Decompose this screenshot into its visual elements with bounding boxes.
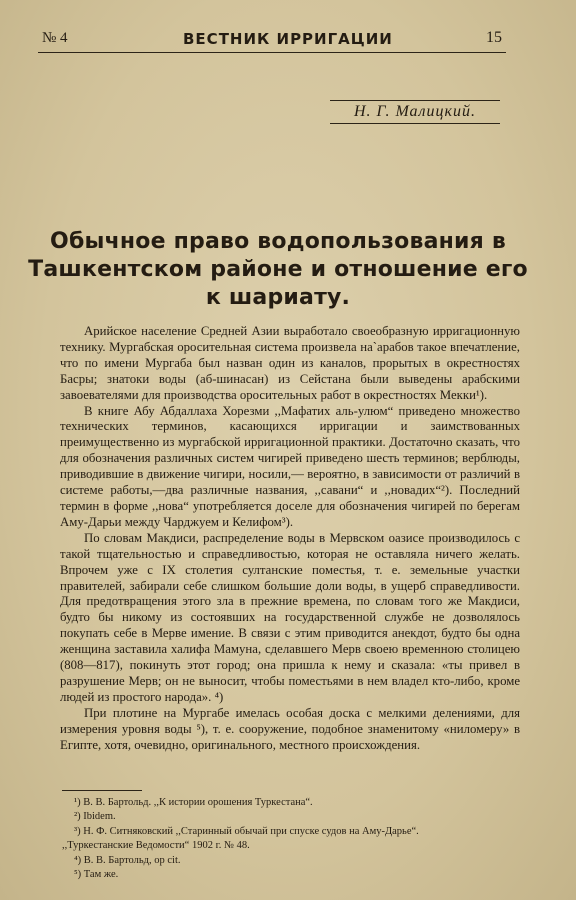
footnote: ¹) В. В. Бартольд. ,,К истории орошения Туркестана“. [74, 797, 313, 808]
paragraph: Арийское население Средней Азии выработало своеобразную ирригационную технику. Мургабская оросительная система произвела на`арабов такое впечатление, что по имени Мургаба был назван один из каналов, прорытых в окрестностях Басры; знатоки воды (аб-шинасан) из Сейстана были выведены арабскими завоевателями для производства оросительных работ в окрестностях Мекки¹). [60, 324, 520, 402]
footnote: ⁵) Там же. [74, 869, 119, 881]
footnote: ⁴) В. В. Бартольд, op cit. [74, 854, 181, 866]
journal-title: ВЕСТНИК ИРРИГАЦИИ [183, 30, 393, 48]
article-title: Обычное право водопользования в Ташкентском районе и отношение его к шариату. [28, 229, 528, 310]
footnote-continuation: ,,Туркестанские Ведомости“ 1902 г. № 48. [62, 840, 250, 852]
paragraph: При плотине на Мургабе имелась особая доска с мелкими делениями, для измерения уровня воды ⁵), т. е. сооружение, подобное знаменитому «ниломеру» в Египте, хотя, очевидно, оригинального, местного происхождения. [60, 705, 520, 752]
footnote-divider [62, 790, 142, 791]
article-body [60, 324, 520, 753]
footnote: ³) Н. Ф. Ситняковский ,,Старинный обычай при спуске судов на Аму-Дарье“. [74, 825, 419, 837]
paragraph: По словам Макдиси, распределение воды в Мервском оазисе производилось с такой тщательностью и справедливостью, которая не оставляла ничего желать. Впрочем уже с IX столетия султанские поместья, т. е. земельные участки правителей, забирали себе слишком большие доли воды, в ущерб справедливости. Для предотвращения этого зла в прежние времена, по словам того же Макдиси, будто бы никому из состоявших на государственной службе не дозволялось покупать себе в Мерве имение. В связи с этим приводится анекдот, будто бы одна женщина заставила халифа Мамуна, сделавшего Мерв своею временною столицею (808—817), покинуть этот город; она пришла к нему и сказала: «ты привел в разрушение Мерв; он не выносит, чтобы поместьями в нем владел кто-либо, кроме людей из простого народа». ⁴) [60, 530, 520, 704]
running-header [38, 26, 506, 53]
paragraph: В книге Абу Абдаллаха Хорезми ,,Мафатих аль-улюм“ приведено множество технических терминов, касающихся ирригации и заимствованных преимущественно из мургабской ирригационной практики. Достаточно сказать, что для обозначения различных систем чигирей приведено шесть терминов; верблюды, приводившие в движение чигири, носили,— вероятно, в зависимости от различий в системе работы,—два различные названия, ,,савани“ и ,,новадих“²). Последний термин в форме ,,нова“ употребляется доселе для обозначения чигирей по берегам Аму-Дарьи между Чарджуем и Келифом³). [60, 403, 520, 529]
article-author: Н. Г. Малицкий. [330, 100, 500, 124]
issue-number: № 4 [42, 30, 68, 46]
footnotes [62, 796, 522, 882]
footnote: ²) Ibidem. [74, 811, 116, 823]
page-number: 15 [486, 29, 502, 46]
